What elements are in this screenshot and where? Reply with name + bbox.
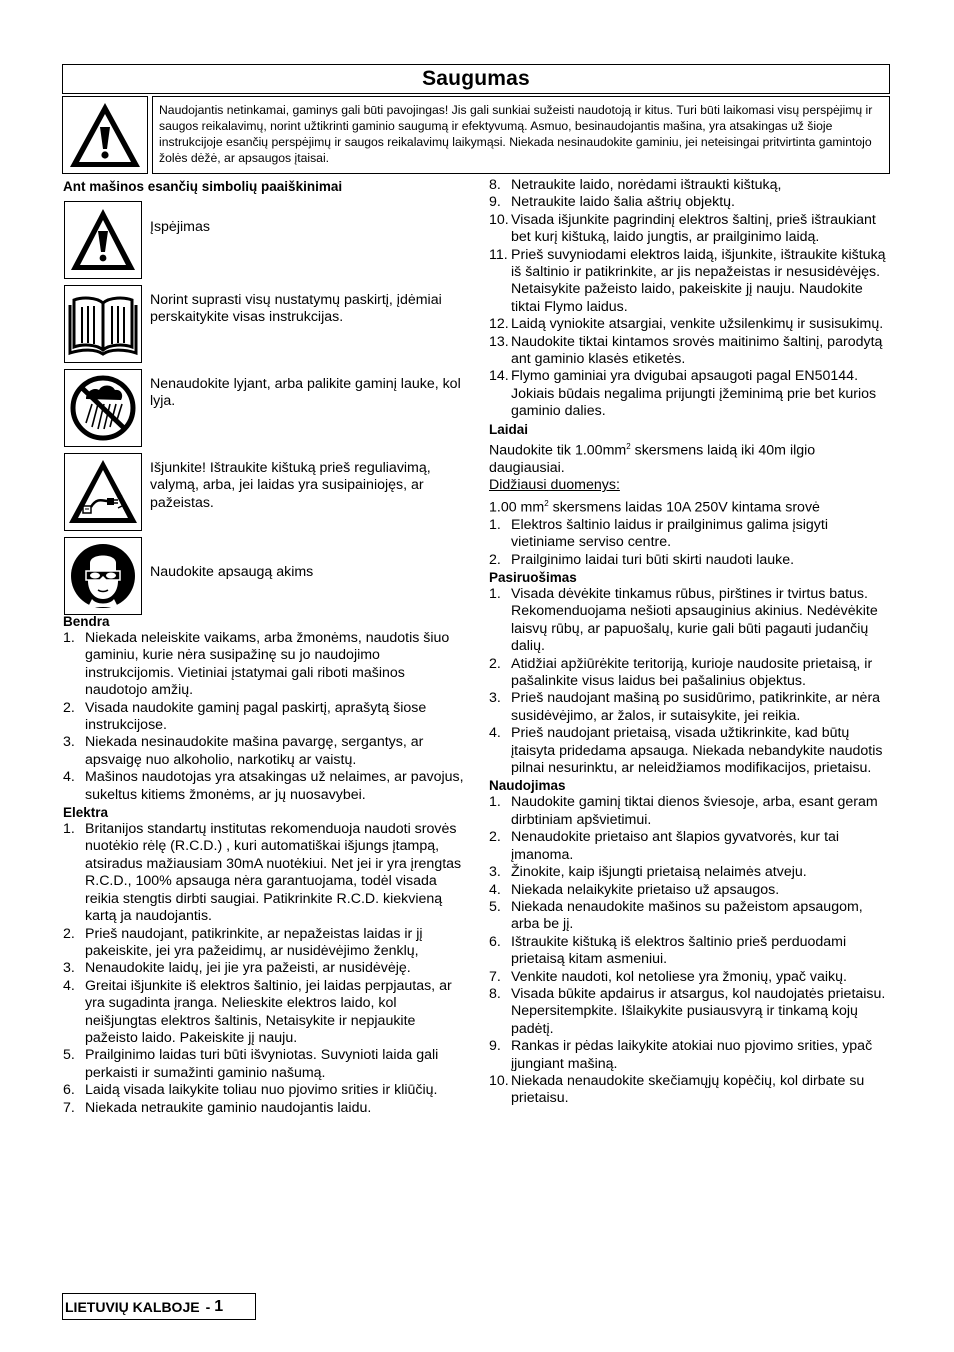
read-manual-icon	[68, 291, 138, 357]
naudojimas-list	[489, 794, 891, 1107]
section-heading-elektra: Elektra	[63, 805, 109, 821]
list-item: 2. Prailginimo laidai turi būti skirti naudoti lauke.	[489, 551, 795, 568]
list-item: 3. Prieš naudojant mašiną po susidūrimo, patikrinkite, ar nėra susidėvėjimo, ar žalos, ir sutaisykite, jei reikia.	[489, 690, 881, 724]
list-item: 1. Naudokite gaminį tiktai dienos šviesoje, arba, esant geram dirbtiniam apšvietimui.	[489, 794, 878, 828]
list-item: 8. Visada būkite apdairus ir atsargus, kol naudojatės prietaisu. Nepersitempkite. Išlaikykite pusiausvyrą ir tinkamą kojų padėtį.	[489, 985, 886, 1037]
list-item: 4. Niekada nelaikykite prietaiso už apsaugos.	[489, 881, 780, 898]
symbol-row	[63, 369, 465, 453]
list-item: 10. Niekada nenaudokite skečiamųjų kopėčių, kol dirbate su prietaisu.	[489, 1072, 865, 1107]
section-heading-pasiruosimas: Pasiruošimas	[489, 570, 577, 585]
symbol-text: Išjunkite! Ištraukite kištuką prieš reguliavimą, valymą, arba, jei laidas yra susipainiojęs, ar pažeistas.	[150, 460, 431, 511]
list-item: 6. Laidą visada laikykite toliau nuo pjovimo srities ir kliūčių.	[63, 1082, 438, 1099]
symbols-heading: Ant mašinos esančių simbolių paaiškinimai	[63, 179, 343, 194]
list-item: 2. Visada naudokite gaminį pagal paskirtį, aprašytą šiose instrukcijose.	[63, 699, 427, 734]
elektra-list-part1	[63, 821, 465, 1117]
list-item: 12. Laidą vyniokite atsargiai, venkite užsilenkimų ir susisukimų.	[489, 316, 884, 333]
warning-triangle-icon	[68, 206, 138, 274]
list-item: 7. Venkite naudoti, kol netoliese yra žmonių, ypač vaikų.	[489, 968, 847, 985]
left-column	[63, 178, 465, 1117]
list-item: 1. Elektros šaltinio laidus ir prailginimus galima įsigyti vietiniame serviso centre.	[489, 516, 828, 551]
symbol-text: Įspėjimas	[150, 219, 210, 235]
symbol-box	[64, 537, 142, 615]
section-heading-bendra: Bendra	[63, 614, 110, 629]
list-item: 9. Netraukite laido šalia aštrių objektų.	[489, 194, 735, 211]
symbol-box	[64, 201, 142, 279]
list-item: 5. Prailginimo laidas turi būti išvyniotas. Suvynioti laida gali perkaisti ir sumažinti gaminio našumą.	[63, 1047, 439, 1081]
list-item: 13. Naudokite tiktai kintamos srovės maitinimo šaltinį, parodytą ant gaminio klasės etiketės.	[489, 333, 883, 368]
warning-triangle-icon	[66, 99, 144, 171]
page-title-box	[62, 64, 890, 94]
list-item: 10. Visada išjunkite pagrindinį elektros šaltinį, prieš ištraukiant bet kurį kištuką, laido jungtis, ar prailginimo laidą.	[489, 211, 876, 246]
list-item: 1. Visada dėvėkite tinkamus rūbus, pirštines ir tvirtus batus. Rekomenduojama nešioti apsauginius akinius. Nedėvėkite laisvų rūbų, ar papuošalų, kurie gali būti pagauti judančių dalių.	[489, 586, 878, 655]
section-heading-laidai: Laidai	[489, 421, 529, 437]
section-heading-naudojimas: Naudojimas	[489, 778, 566, 794]
symbol-text: Nenaudokite lyjant, arba palikite gaminį lauke, kol lyja.	[150, 376, 461, 410]
list-item: 3. Žinokite, kaip išjungti prietaisą nelaimės atveju.	[489, 864, 807, 881]
symbol-row	[63, 537, 465, 617]
list-item: 14. Flymo gaminiai yra dvigubai apsaugoti pagal EN50144. Jokiais būdais negalima prijungti įžeminimą prie bet kurios gaminio dalies.	[489, 368, 877, 420]
symbol-text: Naudokite apsaugą akims	[150, 564, 314, 580]
footer-dash: -	[205, 1298, 211, 1315]
list-item: 8. Netraukite laido, norėdami ištraukti kištuką,	[489, 177, 782, 193]
list-item: 9. Rankas ir pėdas laikykite atokiai nuo pjovimo srities, ypač įjungiant mašiną.	[489, 1038, 873, 1072]
right-column	[489, 177, 891, 1108]
list-item: 4. Prieš naudojant prietaisą, visada užtikrinkite, kad būtų įtaisyta pridedama apsauga. Niekada nebandykite naudotis pilnai nesurinktu, ar neleidžiamos modifikacijos, prietaisu.	[489, 725, 883, 777]
symbol-box	[64, 285, 142, 363]
symbol-row	[63, 453, 465, 537]
laidai-text-2: 1.00 $mm^2$ skersmens laidas 10A 250V kintama srovė	[489, 498, 820, 516]
unplug-icon	[67, 457, 139, 527]
symbol-box	[64, 369, 142, 447]
pasiruosimas-list	[489, 586, 891, 777]
list-item: 11. Prieš suvyniodami elektros laidą, išjunkite, ištraukite kištuką iš šaltinio ir patikrinkite, ar jis nepažeistas ir nesusidėvėjęs. Netaisykite pažeisto laido, pakeiskite jį nauju. Naudokite tiktai Flymo laidus.	[489, 246, 886, 315]
list-item: 7. Niekada netraukite gaminio naudojantis laidu.	[63, 1099, 372, 1116]
list-item: 3. Niekada nesinaudokite mašina pavargę, sergantys, ar apsvaigę nuo alkoholio, narkotikų ar vaistų.	[63, 734, 424, 768]
symbol-text: Norint suprasti visų nustatymų paskirtį, įdėmiai perskaitykite visas instrukcijas.	[150, 292, 442, 326]
list-item: 2. Prieš naudojant, patikrinkite, ar nepažeistas laidas ir jį pakeiskite, jei yra pažeidimų, ar nusidėvėjimo ženklų,	[63, 925, 423, 959]
list-item: 3. Nenaudokite laidų, jei jie yra pažeisti, ar nusidėvėję.	[63, 960, 411, 977]
symbol-row	[63, 285, 465, 369]
list-item: 2. Nenaudokite prietaiso ant šlapios gyvatvorės, kur tai įmanoma.	[489, 829, 840, 863]
list-item: 1. Britanijos standartų institutas rekomenduoja naudoti srovės nuotėkio rėlę (R.C.D.) , kuri automatiškai išjungs įtampą, atsiradus mažiausiam 30mA nuotėkiui. Net jei ir yra įrengtas R.C.D., 100% apsauga nėra garantuojama, todėl visada reikia stengtis dirbti saugiai. Patikrinkite R.C.D. kiekvieną kartą ja naudojantis.	[63, 821, 462, 925]
list-item: 5. Niekada nenaudokite mašinos su pažeistom apsaugom, arba be jį.	[489, 898, 863, 933]
max-data-label: Didžiausi duomenys:	[489, 477, 620, 494]
symbol-box	[64, 453, 142, 531]
warning-icon-box	[62, 96, 148, 174]
page-footer	[62, 1293, 256, 1320]
bendra-list	[63, 630, 465, 804]
page-number: 1	[214, 1297, 224, 1315]
page-title: Saugumas	[422, 67, 530, 90]
eye-protection-icon	[68, 541, 138, 611]
footer-language: LIETUVIŲ KALBOJE	[65, 1298, 200, 1315]
list-item: 6. Ištraukite kištuką iš elektros šaltinio prieš perduodami prietaisą kitam asmeniui.	[489, 933, 847, 968]
list-item: 4. Greitai išjunkite iš elektros šaltinio, jei laidas perpjautas, ar yra sugadinta įranga. Nelieskite elektros laido, kol neišjungtas elektros šaltinis, Netaisykite ir nepjaukite pažeisto laido. Pakeiskite jį nauju.	[63, 977, 452, 1046]
no-rain-icon	[68, 373, 138, 443]
laidai-text-1: Naudokite tik $1.00mm^2$ skersmens laidą iki 40m ilgio daugiausiai.	[489, 441, 816, 476]
warning-text: Naudojantis netinkamai, gaminys gali būti pavojingas! Jis gali sunkiai sužeisti naudotoją ir kitus. Turi būti laikomasi visų perspėjimų ir saugos reikalavimų, norint užtikrinti gaminio saugumą ir efektyvumą. Asmuo, besinaudojantis mašina, yra atsakingas už šioje instrukcijoje esančių perspėjimų ir saugos reikalavimų laikymąsi. Niekada nesinaudokite gaminiu, jei neteisingai pritvirtinta gamintojo žolės dėžė, ar apsaugos įtaisai.	[152, 96, 890, 174]
laidai-list	[489, 517, 891, 569]
list-item: 2. Atidžiai apžiūrėkite teritoriją, kurioje naudosite prietaisą, ir pašalinkite visus laidus bei pašalinius objektus.	[489, 655, 873, 690]
elektra-list-part2	[489, 177, 891, 421]
symbol-row	[63, 201, 465, 285]
list-item: 1. Niekada neleiskite vaikams, arba žmonėms, naudotis šiuo gaminiu, kurie nėra susipažinę su jo naudojimo instrukcijomis. Vietiniai įstatymai gali riboti mašinos naudotojo amžių.	[63, 630, 450, 699]
list-item: 4. Mašinos naudotojas yra atsakingas už nelaimes, ar pavojus, sukeltus kitiems žmonėms, ar jų nuosavybei.	[63, 769, 464, 803]
